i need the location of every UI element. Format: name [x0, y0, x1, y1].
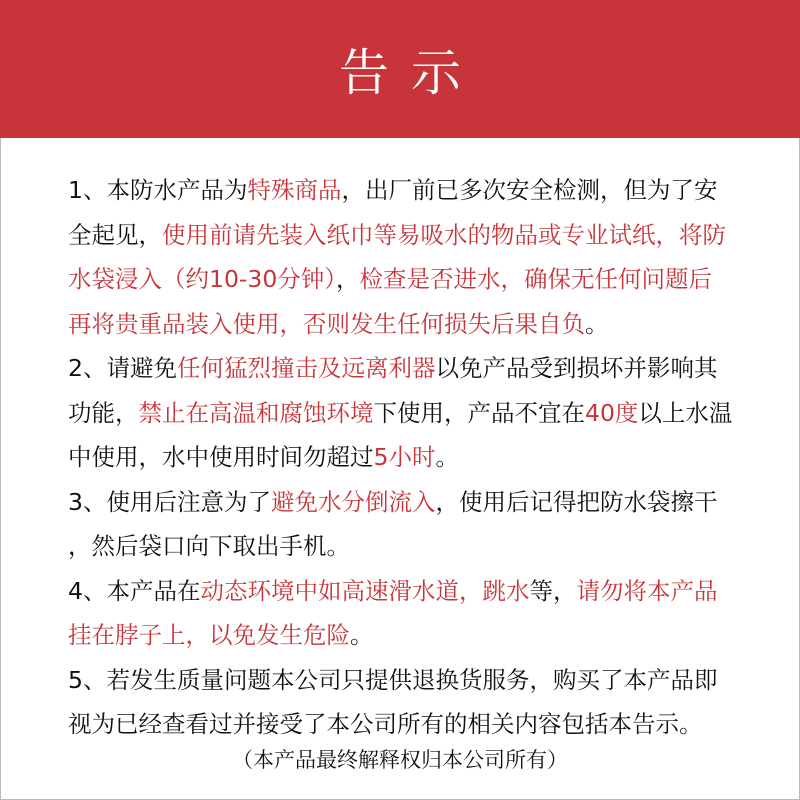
footer-note: （本产品最终解释权归本公司所有）	[232, 748, 568, 772]
text-line	[68, 306, 738, 351]
highlighted-text: 任何猛烈撞击及远离利器	[176, 354, 436, 382]
notice-item-3	[68, 484, 738, 573]
text-segment: 1、本防水产品为	[68, 176, 248, 204]
text-segment: 视为已经查看过并接受了本公司所有的相关内容包括本告示。	[68, 710, 703, 738]
highlighted-text: 水袋浸入（约10-30分钟）	[68, 265, 337, 293]
text-segment: 以上水温	[638, 398, 733, 427]
highlighted-text: 禁止在高温和腐蚀环境	[138, 398, 374, 427]
highlighted-text: 再将贵重品装入使用，否则发生任何损失后果自负	[68, 309, 585, 338]
text-line	[68, 395, 738, 440]
highlighted-text: 使用前请先装入纸巾等易吸水的物品或专业试纸，将防	[162, 220, 726, 249]
text-segment: 3、使用后注意为了	[68, 487, 271, 516]
text-segment: 中使用，水中使用时间勿超过	[68, 443, 374, 471]
text-segment: 2、请避免	[68, 354, 177, 382]
text-segment: ，出厂前已多次安全检测，但为了安	[341, 176, 718, 204]
highlighted-text: 40度	[585, 398, 639, 427]
text-line	[68, 617, 738, 662]
text-segment: ，	[336, 265, 360, 293]
notice-item-2	[68, 350, 738, 484]
header-banner	[0, 0, 800, 138]
text-segment: 功能，	[68, 398, 139, 427]
highlighted-text: 避免水分倒流入	[270, 487, 436, 516]
text-line	[68, 350, 738, 395]
text-segment: 。	[585, 309, 609, 338]
text-segment: 。	[435, 443, 459, 471]
text-segment: 。	[350, 621, 374, 649]
text-line	[68, 217, 738, 262]
highlighted-text: 特殊商品	[247, 176, 342, 204]
text-segment: 以免产品受到损坏并影响其	[435, 354, 718, 382]
text-segment: 下使用，产品不宜在	[373, 398, 585, 427]
text-line	[68, 261, 738, 306]
highlighted-text: 请勿将本产品	[576, 576, 718, 605]
notice-item-4	[68, 573, 738, 662]
text-segment: 5、若发生质量问题本公司只提供退换货服务，购买了本产品即	[68, 665, 718, 694]
notice-title: 告示	[339, 44, 483, 102]
text-line	[68, 528, 738, 573]
text-segment: ，然后袋口向下取出手机。	[68, 532, 350, 560]
text-line	[68, 439, 738, 484]
notice-item-5	[68, 662, 738, 751]
text-line	[68, 573, 738, 618]
text-segment: 4、本产品在	[68, 576, 201, 605]
notice-body	[68, 172, 738, 751]
notice-item-1	[68, 172, 738, 350]
text-line	[68, 484, 738, 529]
text-line	[68, 172, 738, 217]
text-line	[68, 662, 738, 707]
text-segment: ，使用后记得把防水袋擦干	[435, 487, 718, 516]
highlighted-text: 5小时	[373, 443, 436, 471]
highlighted-text: 动态环境中如高速滑水道，跳水	[200, 576, 530, 605]
highlighted-text: 挂在脖子上，以免发生危险	[68, 621, 350, 649]
text-segment: 全起见，	[68, 220, 162, 249]
text-segment: 等，	[529, 576, 577, 605]
highlighted-text: 检查是否进水，确保无任何问题后	[359, 265, 713, 293]
